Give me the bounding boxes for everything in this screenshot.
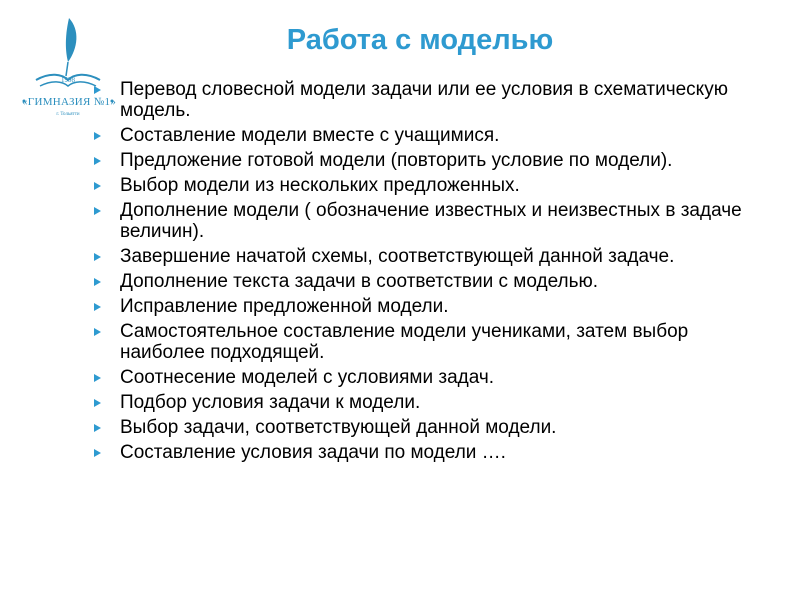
list-item xyxy=(92,321,762,363)
list-item xyxy=(92,200,762,242)
list-item-text: Составление модели вместе с учащимися. xyxy=(120,125,500,146)
list-item-text: Завершение начатой схемы, соответствующей данной задаче. xyxy=(120,246,675,267)
slide-title: Работа с моделью xyxy=(286,24,554,56)
list-item-text: Дополнение текста задачи в соответствии с моделью. xyxy=(120,271,599,292)
list-item-text: Выбор модели из нескольких предложенных. xyxy=(120,175,520,196)
list-item xyxy=(92,125,762,146)
logo-school-name: «ГИМНАЗИЯ №1» xyxy=(22,96,117,108)
list-item-text: Предложение готовой модели (повторить условие по модели). xyxy=(120,150,673,171)
list-item-text: Подбор условия задачи к модели. xyxy=(120,392,421,413)
list-item-text: Составление условия задачи по модели …. xyxy=(120,442,506,463)
list-item xyxy=(92,175,762,196)
list-item-text: Исправление предложенной модели. xyxy=(120,296,449,317)
list-item xyxy=(92,296,762,317)
bullet-arrow-icon xyxy=(94,86,101,94)
list-item-text: Перевод словесной модели задачи или ее условия в схематическую модель. xyxy=(120,79,728,121)
list-item-text: Выбор задачи, соответствующей данной модели. xyxy=(120,417,557,438)
list-item xyxy=(92,417,762,438)
list-item xyxy=(92,150,762,171)
list-item xyxy=(92,246,762,267)
bullet-arrow-icon xyxy=(94,132,101,140)
list-item-text: Дополнение модели ( обозначение известных и неизвестных в задаче величин). xyxy=(120,200,742,242)
bullet-arrow-icon xyxy=(94,424,101,432)
bullet-arrow-icon xyxy=(94,449,101,457)
bullet-arrow-icon xyxy=(94,278,101,286)
bullet-arrow-icon xyxy=(94,253,101,261)
bullet-arrow-icon xyxy=(94,207,101,215)
list-item-text: Соотнесение моделей с условиями задач. xyxy=(120,367,495,388)
bullet-arrow-icon xyxy=(94,328,101,336)
logo-year: 1998 xyxy=(61,76,75,84)
list-item xyxy=(92,367,762,388)
list-item xyxy=(92,271,762,292)
bullet-arrow-icon xyxy=(94,374,101,382)
bullet-arrow-icon xyxy=(94,399,101,407)
bullet-arrow-icon xyxy=(94,303,101,311)
list-item xyxy=(92,392,762,413)
logo-city: г. Тольятти xyxy=(56,112,80,117)
list-item xyxy=(92,442,762,463)
bullet-arrow-icon xyxy=(94,182,101,190)
list-item-text: Самостоятельное составление модели учениками, затем выбор наиболее подходящей. xyxy=(120,321,689,363)
bullet-list xyxy=(92,79,762,467)
list-item xyxy=(92,79,762,121)
bullet-arrow-icon xyxy=(94,157,101,165)
